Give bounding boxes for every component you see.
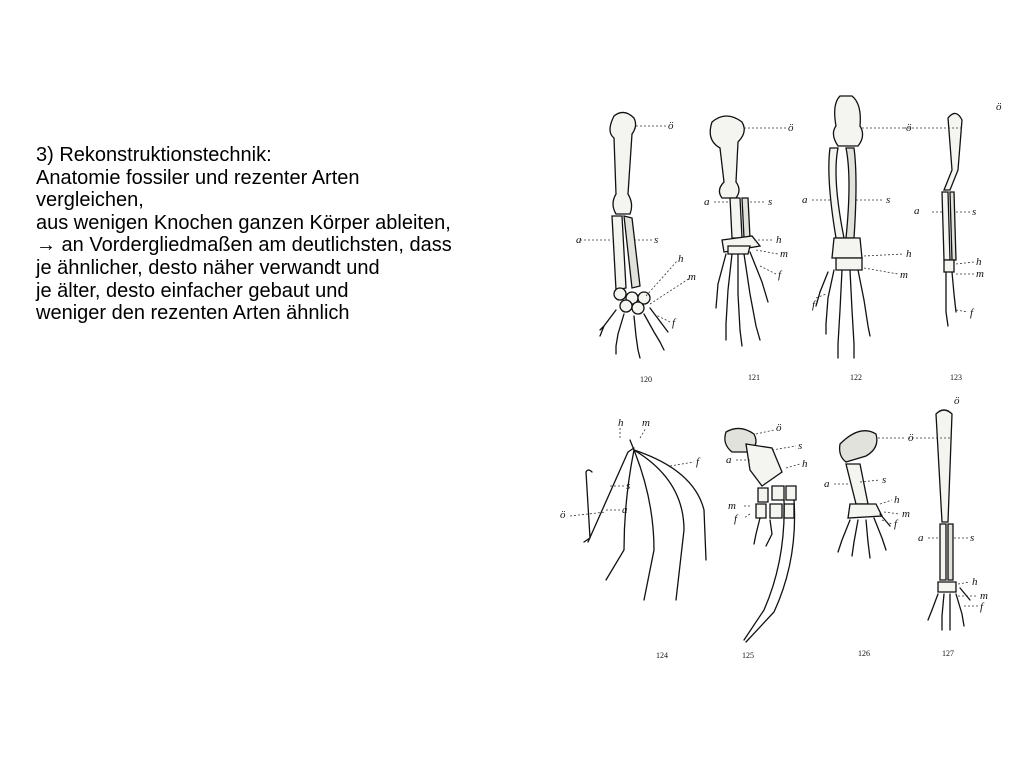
- text-line: je ähnlicher, desto näher verwandt und: [36, 256, 380, 279]
- label-o: ö: [996, 101, 1002, 113]
- figure-number: 127: [942, 649, 954, 658]
- label-h: h: [894, 494, 900, 506]
- label-s: s: [798, 440, 803, 452]
- label-m: m: [900, 269, 908, 281]
- label-f: f: [894, 518, 898, 530]
- skeleton-panel-121: [704, 116, 794, 382]
- label-h: h: [906, 248, 912, 260]
- figure-number: 120: [640, 375, 652, 384]
- label-o: ö: [908, 432, 914, 444]
- figure-number: 126: [858, 649, 870, 658]
- text-line: → an Vordergliedmaßen am deutlichsten, dass: [36, 234, 452, 257]
- label-h: h: [776, 234, 782, 246]
- label-s: s: [768, 196, 773, 208]
- text-line-heading: 3) Rekonstruktionstechnik:: [36, 144, 272, 166]
- figure-number: 123: [950, 373, 962, 382]
- skeleton-panel-123: [902, 101, 1002, 382]
- label-h: h: [678, 253, 684, 265]
- label-o: ö: [668, 120, 674, 132]
- label-s: s: [972, 206, 977, 218]
- label-f: f: [970, 307, 974, 319]
- label-h: h: [802, 458, 808, 470]
- label-a: a: [726, 454, 732, 466]
- label-h: h: [976, 256, 982, 268]
- label-f: f: [980, 601, 984, 613]
- label-m: m: [728, 500, 736, 512]
- label-o: ö: [788, 122, 794, 134]
- label-a: a: [704, 196, 710, 208]
- skeleton-panel-124: [560, 417, 706, 660]
- text-line: weniger den rezenten Arten ähnlich: [36, 302, 350, 325]
- label-s: s: [626, 480, 631, 492]
- label-f: f: [672, 317, 676, 329]
- text-line: je älter, desto einfacher gebaut und: [36, 279, 349, 302]
- label-s: s: [970, 532, 975, 544]
- skeleton-panel-125: [725, 422, 808, 660]
- label-h: h: [972, 576, 978, 588]
- label-h: h: [618, 417, 624, 429]
- skeleton-panel-126: [824, 431, 914, 658]
- label-o: ö: [776, 422, 782, 434]
- label-o: ö: [906, 122, 912, 134]
- label-s: s: [886, 194, 891, 206]
- figure-number: 121: [748, 373, 760, 382]
- label-o: ö: [560, 509, 566, 521]
- label-s: s: [882, 474, 887, 486]
- label-m: m: [688, 271, 696, 283]
- label-f: f: [778, 269, 782, 281]
- label-a: a: [918, 532, 924, 544]
- label-o: ö: [954, 395, 960, 407]
- label-m: m: [642, 417, 650, 429]
- label-f: f: [696, 456, 700, 468]
- label-m: m: [902, 508, 910, 520]
- label-s: s: [654, 234, 659, 246]
- forelimb-skeletons-illustration: [550, 88, 1024, 678]
- text-line: aus wenigen Knochen ganzen Körper ableiten,: [36, 211, 451, 234]
- label-a: a: [824, 478, 830, 490]
- label-a: a: [914, 205, 920, 217]
- label-a: a: [576, 234, 582, 246]
- label-m: m: [980, 590, 988, 602]
- skeleton-panel-120: [576, 112, 696, 384]
- figure-number: 125: [742, 651, 754, 660]
- label-a: a: [622, 504, 628, 516]
- label-m: m: [976, 268, 984, 280]
- label-f: f: [734, 513, 738, 525]
- skeleton-panel-127: [908, 395, 988, 658]
- slide-text: [36, 144, 536, 325]
- text-line: Anatomie fossiler und rezenter Arten: [36, 166, 360, 189]
- figure-number: 122: [850, 373, 862, 382]
- figure-number: 124: [656, 651, 668, 660]
- label-m: m: [780, 248, 788, 260]
- label-a: a: [802, 194, 808, 206]
- skeleton-panel-122: [802, 96, 912, 382]
- label-f: f: [812, 299, 816, 311]
- text-line: vergleichen,: [36, 189, 144, 212]
